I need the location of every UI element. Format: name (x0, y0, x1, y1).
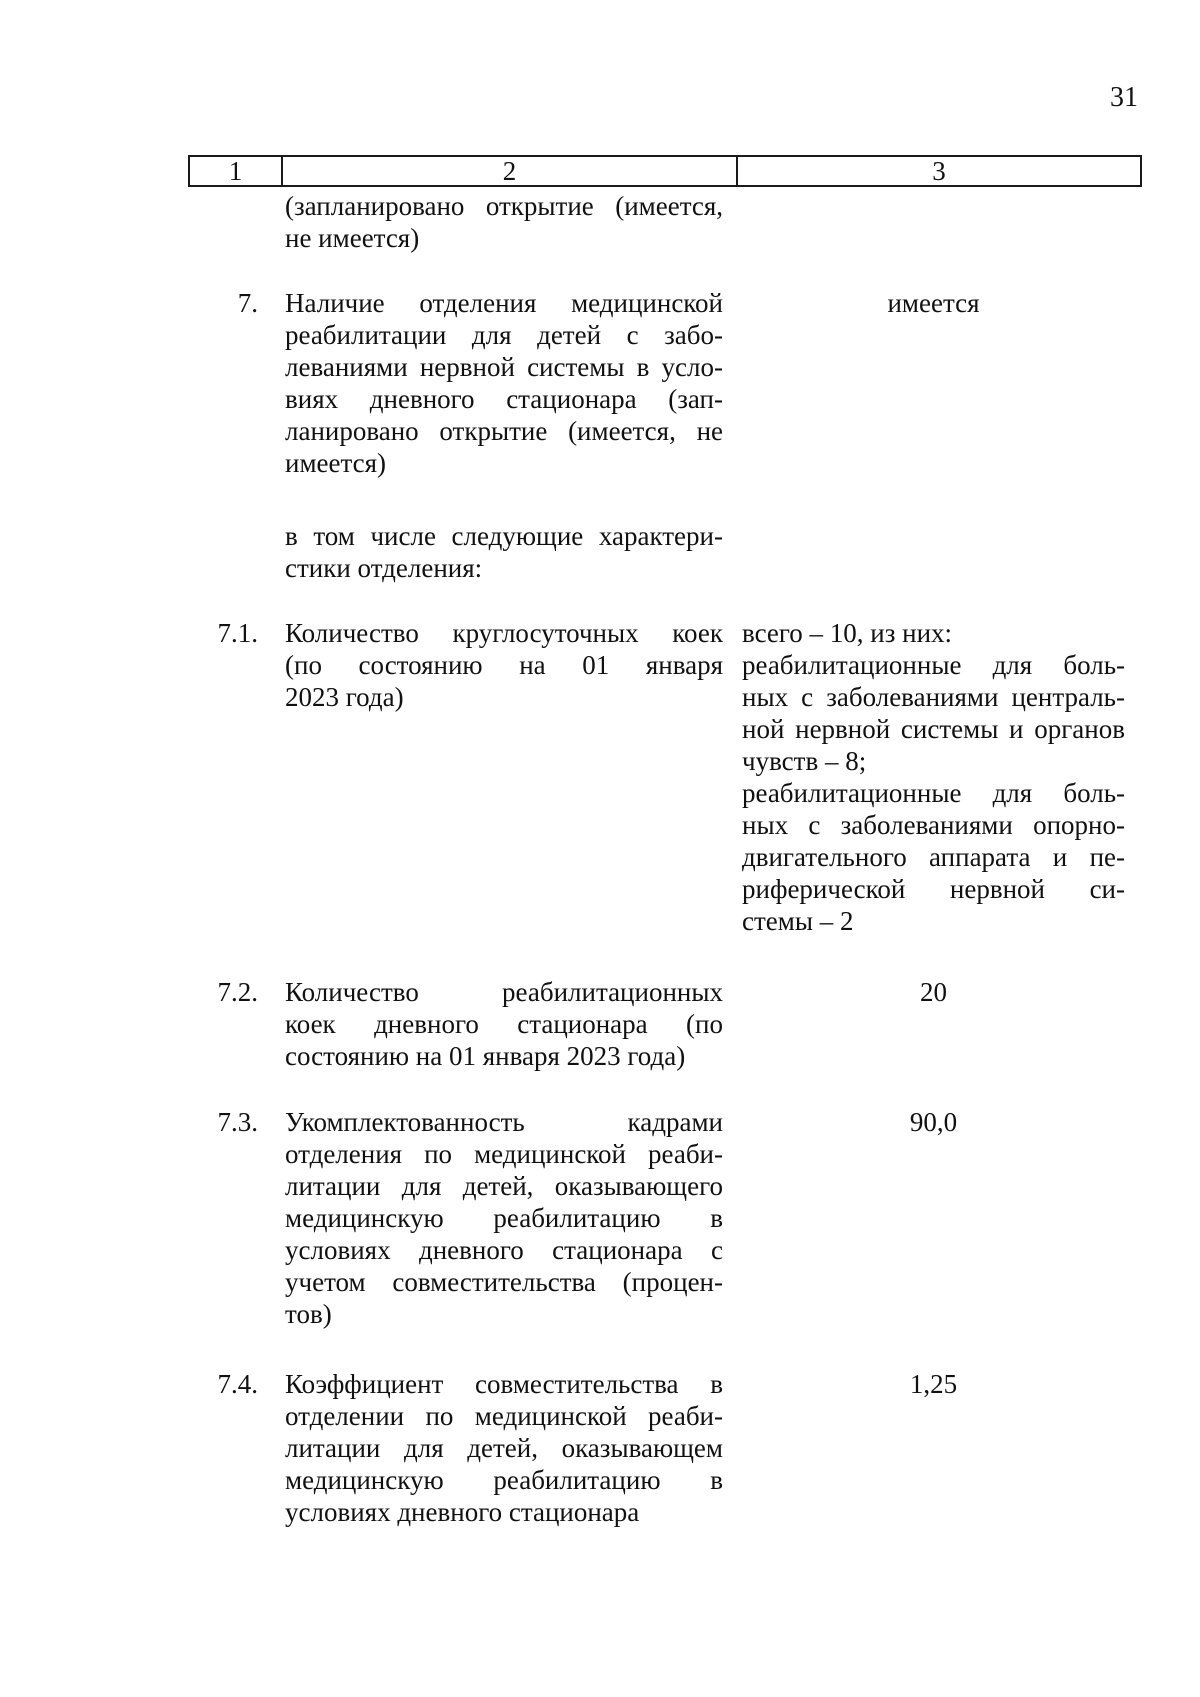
row-value: имеется (887, 288, 980, 318)
desc-line: Укомплектованность кадрами (285, 1107, 723, 1137)
desc-line: литации для детей, оказывающего (285, 1171, 723, 1201)
page-number: 31 (1110, 82, 1138, 113)
desc-line: литации для детей, оказывающем (285, 1433, 723, 1463)
desc-line: тов) (285, 1299, 332, 1329)
desc-line: условиях дневного стационара с (285, 1235, 723, 1265)
desc-line: реабилитации для детей с забо- (285, 320, 723, 350)
row-description (285, 287, 723, 479)
row-description (285, 1106, 723, 1330)
row-value (742, 617, 1125, 937)
desc-line: Количество реабилитационных (285, 977, 723, 1007)
row-number: 7.1. (217, 618, 258, 648)
row-description (285, 190, 723, 254)
row-number: 7.3. (217, 1107, 258, 1137)
table-header (188, 155, 1142, 187)
value-line: всего – 10, из них: (742, 618, 953, 648)
desc-line: леваниями нервной системы в усло- (285, 352, 723, 382)
row-value: 20 (920, 977, 947, 1007)
row-value: 1,25 (909, 1369, 958, 1399)
desc-line: медицинскую реабилитацию в (285, 1465, 723, 1495)
desc-line: Коэффициент совместительства в (285, 1369, 723, 1399)
value-line: чувств – 8; (742, 746, 867, 776)
desc-line: коек дневного стационара (по (285, 1009, 723, 1039)
row-number: 7. (237, 288, 258, 318)
row-value: 90,0 (909, 1107, 958, 1137)
desc-line: имеется) (285, 448, 387, 478)
row-description (285, 1368, 723, 1528)
desc-line: ланировано открытие (имеется, не (285, 416, 723, 446)
row-number: 7.2. (217, 977, 258, 1007)
row-description (285, 617, 723, 713)
header-col-1: 1 (190, 157, 283, 185)
header-col-3: 3 (932, 156, 946, 186)
desc-line: виях дневного стационара (зап- (285, 384, 723, 414)
desc-line: медицинскую реабилитацию в (285, 1203, 723, 1233)
row-number: 7.4. (217, 1369, 258, 1399)
value-line: двигательного аппарата и пе- (742, 842, 1125, 872)
value-line: реабилитационные для боль- (742, 650, 1125, 680)
desc-line: не имеется) (285, 223, 420, 253)
desc-line: Количество круглосуточных коек (285, 618, 723, 648)
desc-line: (по состоянию на 01 января (285, 650, 723, 680)
desc-line: состоянию на 01 января 2023 года) (285, 1041, 686, 1071)
value-line: стемы – 2 (742, 906, 854, 936)
value-line: риферической нервной си- (742, 874, 1125, 904)
header-col-2: 2 (283, 157, 738, 185)
desc-line: Наличие отделения медицинской (285, 288, 723, 318)
desc-line: отделения по медицинской реаби- (285, 1139, 723, 1169)
value-line: ных с заболеваниями централь- (742, 682, 1125, 712)
desc-line: в том числе следующие характери- (285, 521, 723, 551)
desc-line: отделении по медицинской реаби- (285, 1401, 723, 1431)
desc-line: 2023 года) (285, 682, 404, 712)
value-line: ной нервной системы и органов (742, 714, 1125, 744)
desc-line: (запланировано открытие (имеется, (285, 191, 723, 221)
value-line: ных с заболеваниями опорно- (742, 810, 1125, 840)
row-description (285, 520, 723, 584)
desc-line: учетом совместительства (процен- (285, 1267, 723, 1297)
value-line: реабилитационные для боль- (742, 778, 1125, 808)
row-description (285, 976, 723, 1072)
desc-line: условиях дневного стационара (285, 1497, 640, 1527)
desc-line: стики отделения: (285, 553, 483, 583)
